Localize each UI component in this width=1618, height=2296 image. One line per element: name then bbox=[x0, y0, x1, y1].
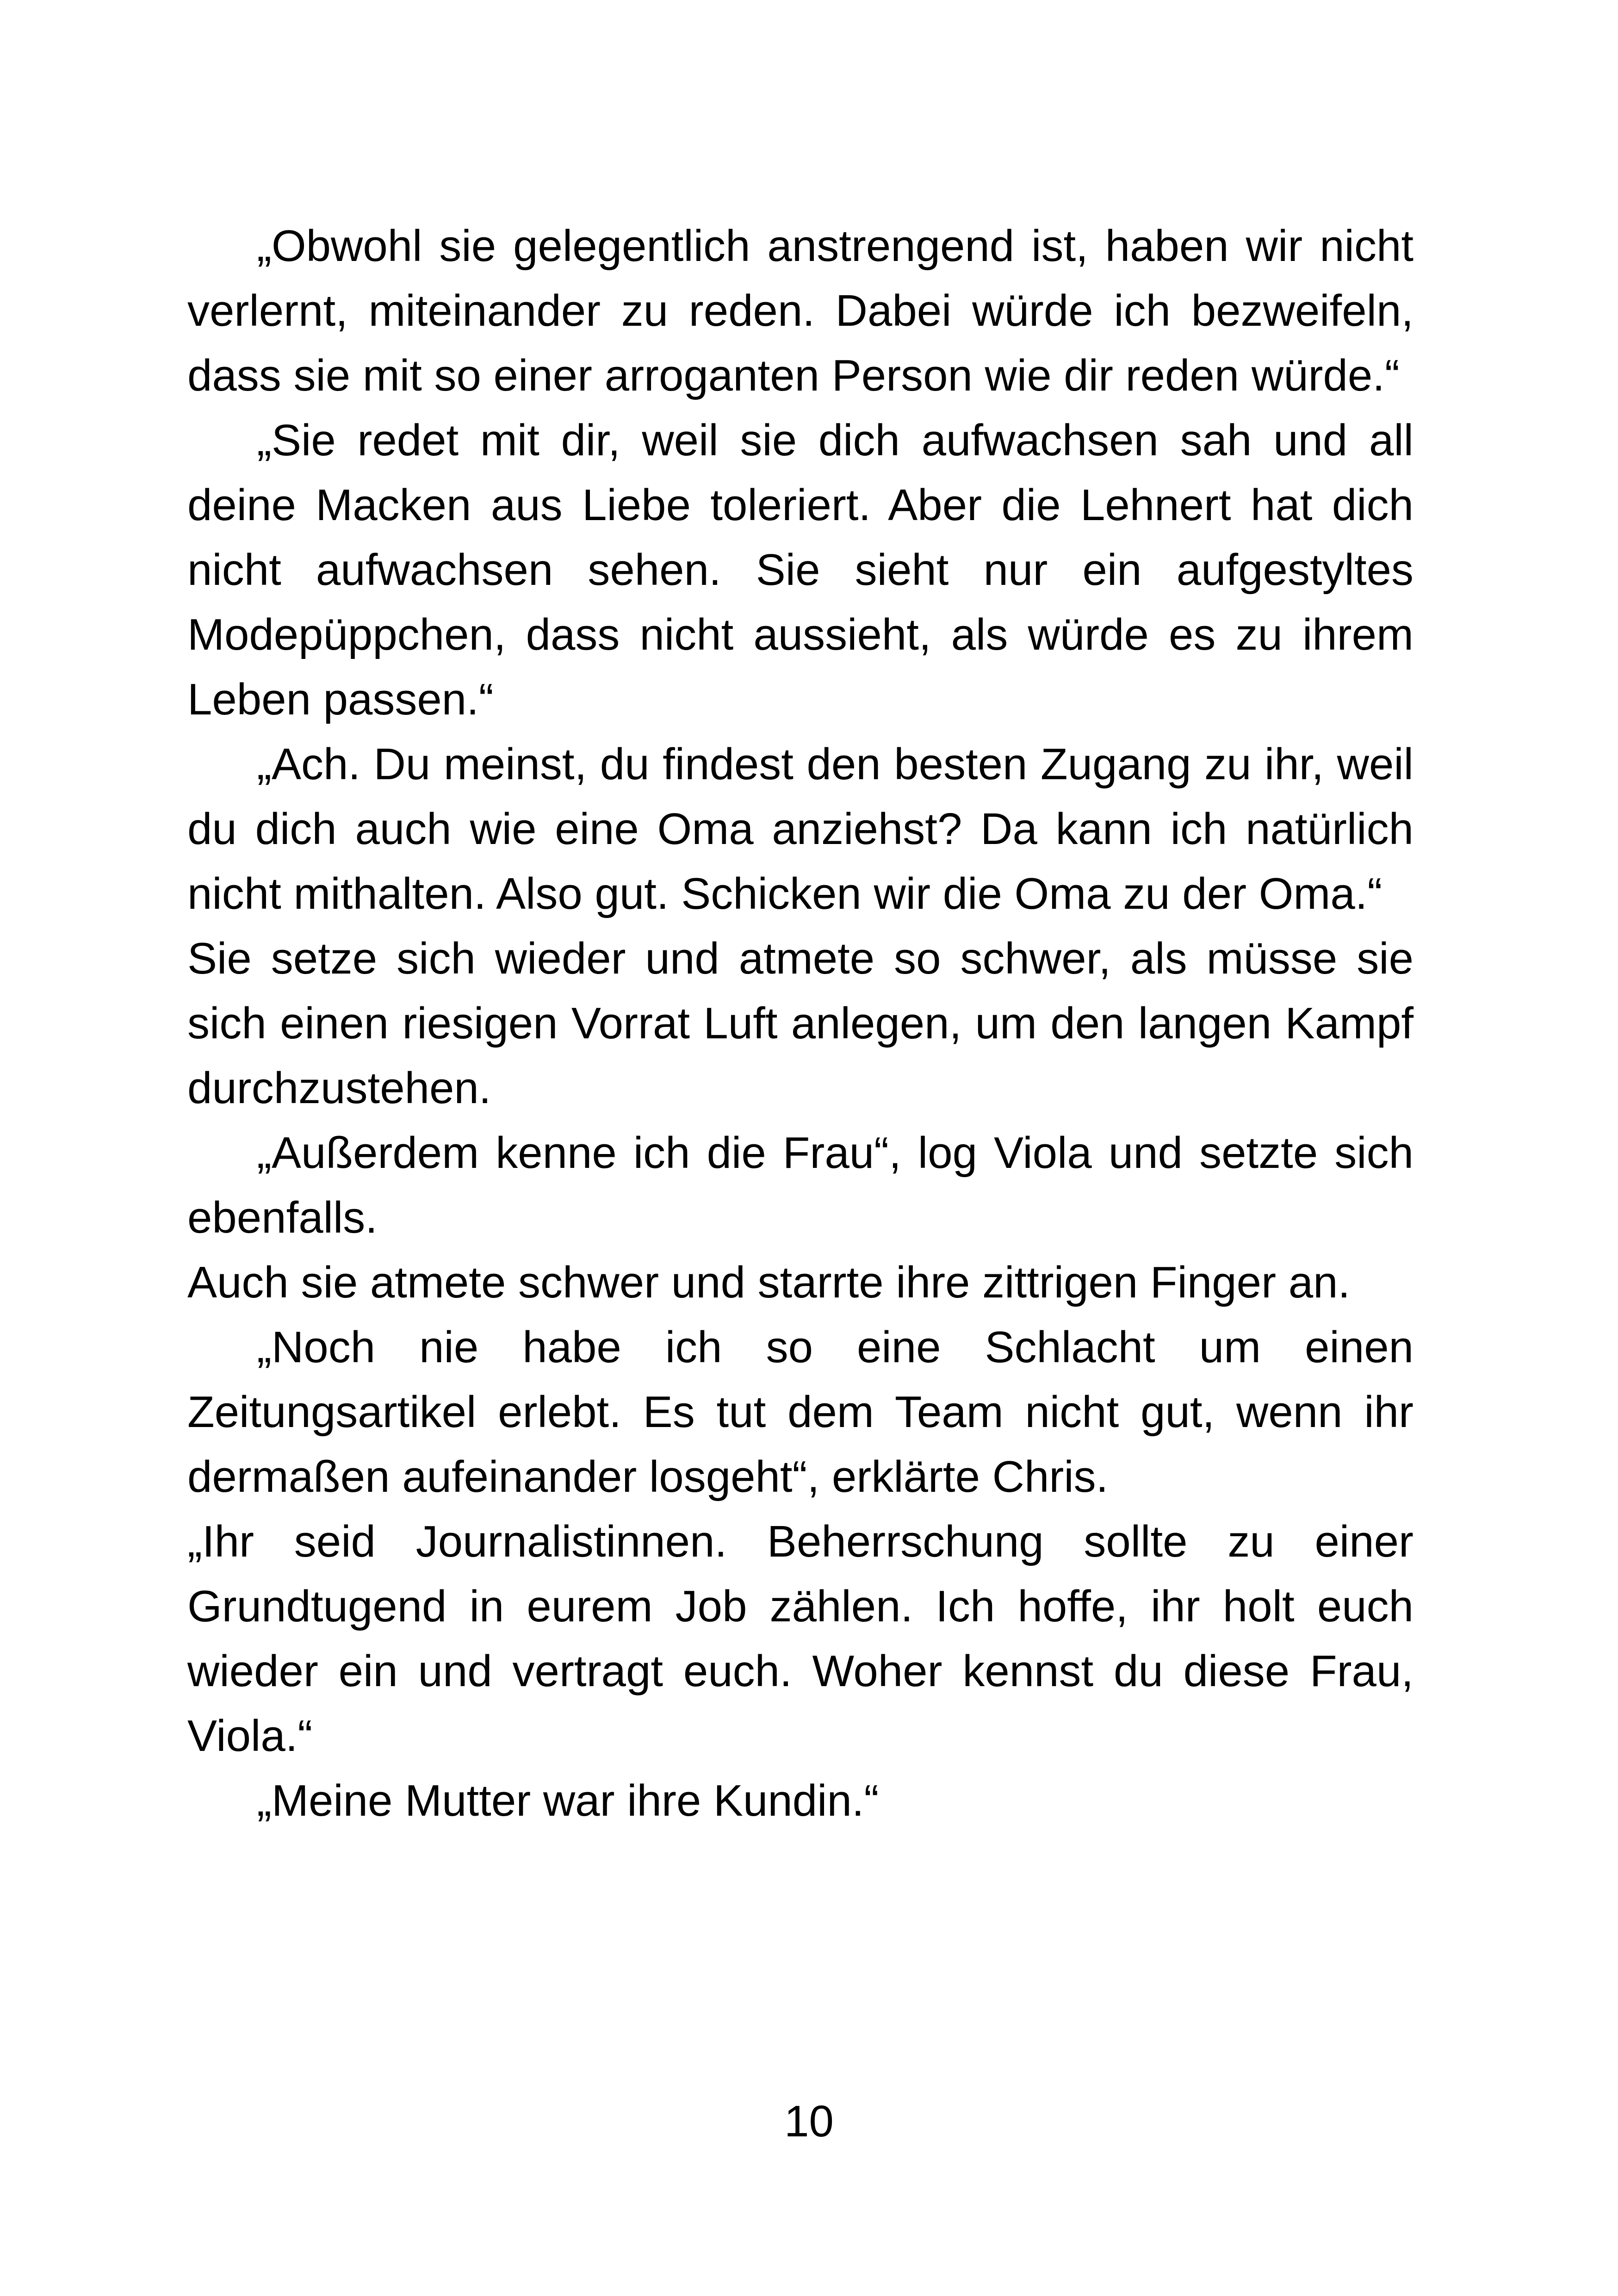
body-text bbox=[187, 214, 1413, 1833]
paragraph: „Außerdem kenne ich die Frau“, log Viola und setzte sich ebenfalls. bbox=[187, 1128, 1413, 1242]
paragraph: Sie setze sich wieder und atmete so schwer, als müsse sie sich einen riesigen Vorrat Luft anlegen, um den langen Kampf durchzustehen. bbox=[187, 934, 1413, 1113]
paragraph: „Noch nie habe ich so eine Schlacht um einen Zeitungsartikel erlebt. Es tut dem Team nicht gut, wenn ihr dermaßen aufeinander losgeht“, erklärte Chris. bbox=[187, 1322, 1413, 1502]
paragraph: „Ihr seid Journalistinnen. Beherrschung sollte zu einer Grundtugend in eurem Job zählen. Ich hoffe, ihr holt euch wieder ein und vertragt euch. Woher kennst du diese Frau, Viola.“ bbox=[187, 1517, 1413, 1761]
paragraph: „Meine Mutter war ihre Kundin.“ bbox=[257, 1776, 879, 1825]
page-number: 10 bbox=[784, 2097, 834, 2146]
paragraph: „Ach. Du meinst, du findest den besten Zugang zu ihr, weil du dich auch wie eine Oma anziehst? Da kann ich natürlich nicht mithalten. Also gut. Schicken wir die Oma zu der Oma.“ bbox=[187, 739, 1413, 918]
paragraph: Auch sie atmete schwer und starrte ihre zittrigen Finger an. bbox=[187, 1258, 1351, 1307]
paragraph: „Obwohl sie gelegentlich anstrengend ist, haben wir nicht verlernt, miteinander zu reden. Dabei würde ich bezweifeln, dass sie mit so einer arroganten Person wie dir reden würde.“ bbox=[187, 221, 1413, 400]
paragraph: „Sie redet mit dir, weil sie dich aufwachsen sah und all deine Macken aus Liebe toleriert. Aber die Lehnert hat dich nicht aufwachsen sehen. Sie sieht nur ein aufgestyltes Modepüppchen, dass nicht aussieht, als würde es zu ihrem Leben passen.“ bbox=[187, 416, 1413, 724]
